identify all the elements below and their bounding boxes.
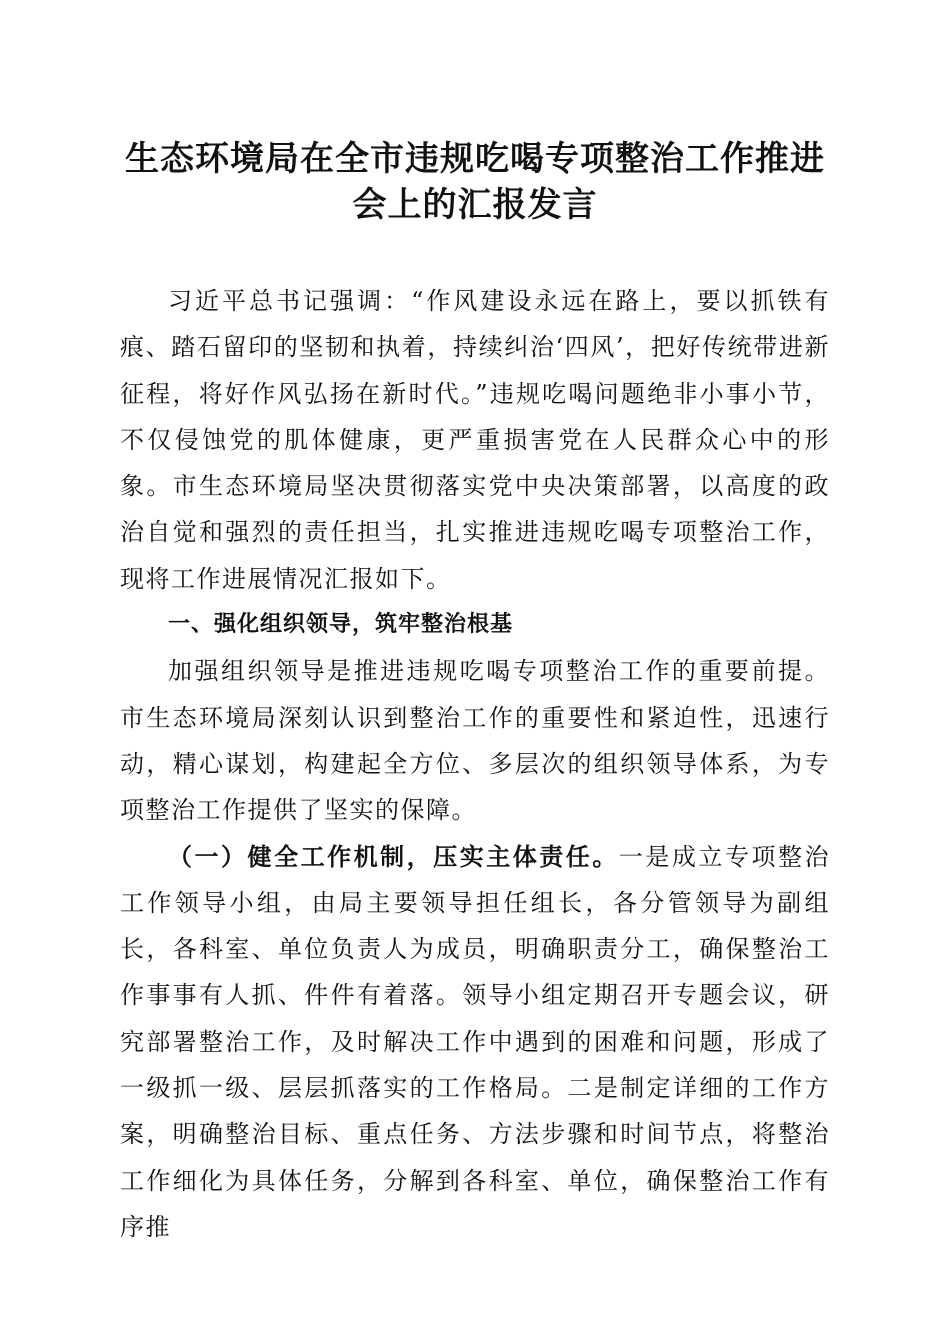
section-1-heading: 一、强化组织领导，筑牢整治根基 [168, 612, 514, 638]
subsection-1-lead: （一）健全工作机制，压实主体责任。 [168, 842, 619, 871]
section-1-paragraph: 加强组织领导是推进违规吃喝专项整治工作的重要前提。市生态环境局深刻认识到整治工作的重要性和紧迫性，迅速行动，精心谋划，构建起全方位、多层次的组织领导体系，为专项整治工作提供了坚实的保障。 [120, 657, 830, 825]
title-line-1: 生态环境局在全市违规吃喝专项整治工作推进 [125, 139, 825, 179]
subsection-1-text: 一是成立专项整治工作领导小组，由局主要领导担任组长，各分管领导为副组长，各科室、单位负责人为成员，明确职责分工，确保整治工作事事有人抓、件件有着落。领导小组定期召开专题会议，研究部署整治工作，及时解决工作中遇到的困难和问题，形成了一级抓一级、层层抓落实的工作格局。二是制定详细的工作方案，明确整治目标、重点任务、方法步骤和时间节点，将整治工作细化为具体任务，分解到各科室、单位，确保整治工作有序推 [120, 842, 831, 1241]
intro-paragraph: 习近平总书记强调：“作风建设永远在路上，要以抓铁有痕、踏石留印的坚韧和执着，持续纠治‘四风’，把好传统带进新征程，将好作风弘扬在新时代。”违规吃喝问题绝非小事小节，不仅侵蚀党的肌体健康，更严重损害党在人民群众心中的形象。市生态环境局坚决贯彻落实党中央决策部署，以高度的政治自觉和强烈的责任担当，扎实推进违规吃喝专项整治工作，现将工作进展情况汇报如下。 [120, 287, 830, 593]
title-line-2: 会上的汇报发言 [352, 185, 598, 225]
document-body [120, 278, 830, 1250]
document-title [100, 136, 850, 228]
subsection-1-paragraph [120, 834, 830, 1251]
